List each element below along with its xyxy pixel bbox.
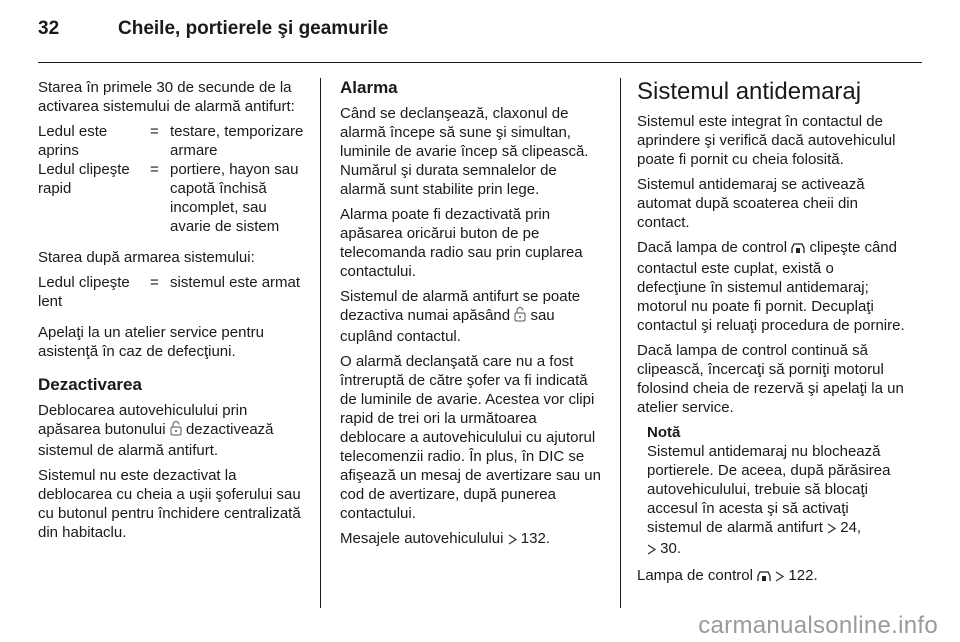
alarm-paragraph: Când se declanşează, claxonul de alarmă începe să sune şi simultan, luminile de avarie încep să clipească. Numărul şi durata semnalelor de alarmă sunt stabilite prin lege.	[340, 105, 589, 198]
note-body: Sistemul antidemaraj nu blochează portierele. De aceea, după părăsirea autovehiculului, trebuie să blocaţi accesul în acesta şi să activaţi sistemul de alarmă antifurt	[647, 443, 891, 536]
immobiliser-paragraph: Sistemul antidemaraj se activează automat după scoaterea cheii din contact.	[637, 176, 865, 231]
alarm-text: sau cuplând contactul.	[340, 307, 555, 345]
note-title: Notă	[647, 424, 681, 441]
triangle-reference-icon[interactable]	[775, 568, 784, 587]
equals-sign: =	[150, 123, 159, 140]
triangle-reference-icon[interactable]	[508, 531, 517, 550]
status-label: Ledul clipeşte rapid	[38, 161, 130, 197]
immobiliser-paragraph	[637, 238, 905, 335]
header-rule	[38, 62, 922, 63]
car-key-icon	[757, 568, 771, 587]
deactivation-paragraph	[38, 401, 304, 460]
note-box	[647, 423, 905, 560]
column-right	[637, 78, 905, 593]
note-text	[647, 442, 905, 560]
column-divider	[320, 78, 321, 608]
unlock-button-icon	[170, 421, 182, 441]
immobiliser-paragraph: Sistemul este integrat în contactul de aprindere şi verifică dacă autovehiculul poate fi pornit cu cheia folosită.	[637, 113, 896, 168]
car-key-icon	[791, 240, 805, 259]
triangle-reference-icon[interactable]	[827, 520, 836, 539]
equals-sign: =	[150, 274, 159, 291]
deactivation-heading: Dezactivarea	[38, 375, 142, 394]
alarm-paragraph	[340, 529, 604, 550]
page-reference[interactable]: 30.	[660, 540, 682, 557]
watermark: carmanualsonline.info	[698, 612, 938, 639]
status-label: Ledul este aprins	[38, 123, 108, 159]
unlock-button-icon	[514, 307, 526, 327]
status-value: testare, temporizare armare	[170, 123, 304, 159]
alarm-paragraph: O alarmă declanşată care nu a fost întreruptă de către şofer va fi indicată de luminile de avarie. Acestea vor clipi rapid de trei ori la următoarea deblocare a autovehiculului cu ajutorul telecomenzii radio. În plus, în DIC se afişează un mesaj de avertizare sau un cod de avertizare, după punerea contactului.	[340, 353, 601, 522]
intro-text: Starea în primele 30 de secunde de la activarea sistemului de alarmă antifurt:	[38, 79, 295, 115]
deactivation-note: Sistemul nu este dezactivat la deblocarea cu cheia a uşii şoferului sau cu butonul pentru închidere centralizată din habitaclu.	[38, 467, 301, 541]
immobiliser-text: Lampa de control	[637, 567, 753, 584]
alarm-paragraph	[340, 287, 604, 346]
triangle-reference-icon[interactable]	[647, 541, 656, 560]
immobiliser-paragraph	[637, 566, 905, 587]
column-left	[38, 78, 304, 548]
deactivation-text: Deblocarea autovehiculului prin apăsarea butonului	[38, 402, 248, 438]
equals-sign: =	[150, 161, 159, 178]
immobiliser-text: clipeşte când contactul este cuplat, există o defecţiune în sistemul antidemaraj; motorul nu poate fi pornit. Decuplaţi contactul şi reluaţi procedura de pornire.	[637, 239, 905, 334]
page-reference[interactable]: 132.	[520, 530, 550, 547]
status-row	[38, 122, 304, 160]
page-reference[interactable]: 24,	[840, 519, 862, 536]
after-arm-text: Starea după armarea sistemului:	[38, 249, 255, 266]
alarm-paragraph: Alarma poate fi dezactivată prin apăsarea oricărui buton de pe telecomanda radio sau prin cuplarea contactului.	[340, 206, 583, 280]
immobiliser-paragraph: Dacă lampa de control continuă să clipească, încercaţi să porniţi motorul folosind cheia de rezervă şi apelaţi la un atelier service.	[637, 342, 904, 416]
page-title: Cheile, portierele şi geamurile	[118, 18, 389, 39]
service-text: Apelaţi la un atelier service pentru asistenţă în caz de defecţiuni.	[38, 324, 264, 360]
status-row	[38, 160, 304, 236]
page-reference[interactable]: 122.	[788, 567, 818, 584]
page-header	[38, 18, 388, 48]
alarm-heading: Alarma	[340, 78, 398, 97]
deactivation-text: dezactivează sistemul de alarmă antifurt.	[38, 421, 274, 459]
status-label: Ledul clipeşte lent	[38, 274, 130, 310]
column-divider	[620, 78, 621, 608]
immobiliser-heading: Sistemul antidemaraj	[637, 78, 862, 105]
alarm-text: Mesajele autovehiculului	[340, 530, 504, 547]
status-row	[38, 273, 304, 311]
status-value: sistemul este armat	[170, 274, 301, 291]
alarm-text: Sistemul de alarmă antifurt se poate dezactiva numai apăsând	[340, 288, 581, 324]
immobiliser-text: Dacă lampa de control	[637, 239, 788, 256]
status-value: portiere, hayon sau capotă închisă incomplet, sau avarie de sistem	[170, 161, 299, 235]
page-number: 32	[38, 18, 60, 39]
column-middle	[340, 78, 604, 556]
